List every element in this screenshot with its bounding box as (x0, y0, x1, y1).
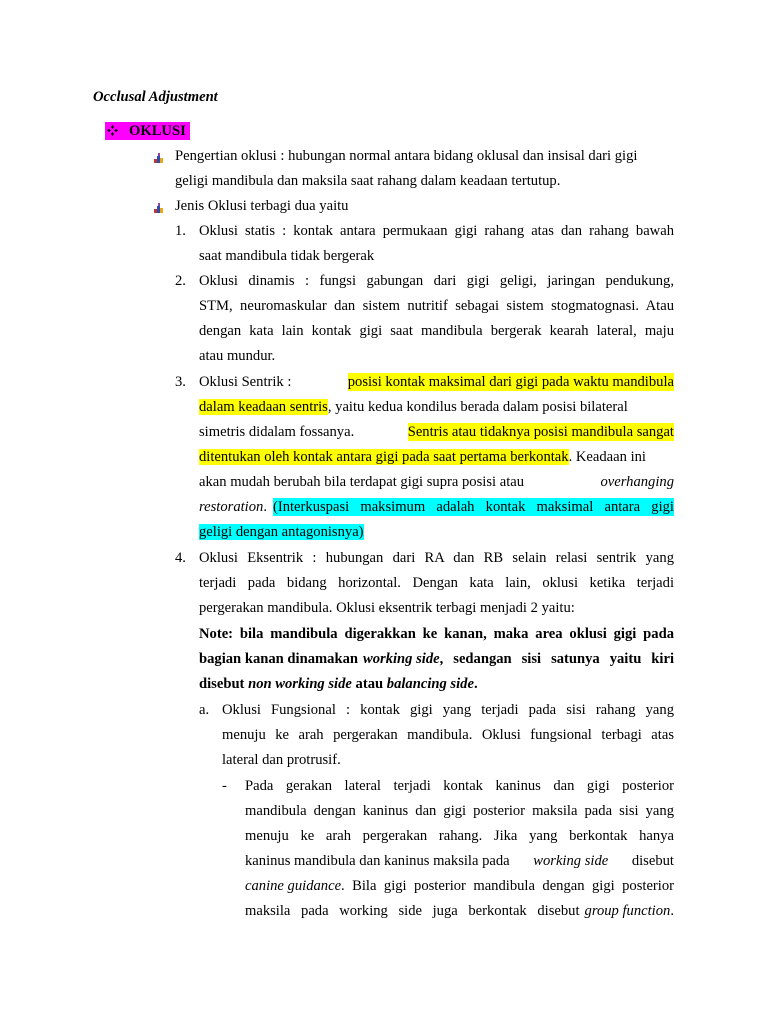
dash-line-2: mandibula dengan kaninus dan gigi posterior maksila pada sisi yang (245, 803, 674, 819)
list-number-1: 1. (175, 223, 186, 239)
sub-list-marker-a: a. (199, 702, 210, 718)
item-3-line-2: dalam keadaan sentris, yaitu kedua kondilus berada dalam posisi bilateral (199, 399, 628, 415)
list-number-4: 4. (175, 550, 186, 566)
dash-line-1: Pada gerakan lateral terjadi kontak kaninus dan gigi posterior (245, 778, 674, 794)
colored-bullet-icon (153, 152, 165, 164)
colored-bullet-icon (153, 202, 165, 214)
item-3-line-6: restoration . (Interkuspasi maksimum adalah kontak maksimal antara gigi (199, 499, 674, 515)
dash-line-6: maksila pada working side juga berkontak disebut group function . (245, 903, 674, 919)
item-1-line-1: Oklusi statis : kontak antara permukaan gigi rahang atas dan rahang bawah (199, 223, 674, 239)
item-2-line-3: dengan kata lain kontak gigi saat mandibula bergerak kearah lateral, maju (199, 323, 674, 339)
item-4-line-2: terjadi pada bidang horizontal. Dengan kata lain, oklusi ketika terjadi (199, 575, 674, 591)
diamond-four-icon (107, 122, 121, 140)
item-2-line-1: Oklusi dinamis : fungsi gabungan dari gigi geligi, jaringan pendukung, (199, 273, 674, 289)
item-3-line-5: akan mudah berubah bila terdapat gigi supra posisi atau overhanging (199, 474, 674, 490)
dash-line-4: kaninus mandibula dan kaninus maksila pada working side disebut (245, 853, 674, 869)
document-title: Occlusal Adjustment (93, 89, 218, 105)
types-intro: Jenis Oklusi terbagi dua yaitu (175, 198, 349, 214)
definition-line-1: Pengertian oklusi : hubungan normal antara bidang oklusal dan insisal dari gigi (175, 148, 638, 164)
note-line-2: bagian kanan dinamakan working side , sedangan sisi satunya yaitu kiri (199, 651, 674, 667)
definition-line-2: geligi mandibula dan maksila saat rahang dalam keadaan tertutup. (175, 173, 561, 189)
sub-a-line-1: Oklusi Fungsional : kontak gigi yang terjadi pada sisi rahang yang (222, 702, 674, 718)
item-3-line-1: Oklusi Sentrik : posisi kontak maksimal dari gigi pada waktu mandibula (199, 374, 674, 390)
item-4-line-3: pergerakan mandibula. Oklusi eksentrik terbagi menjadi 2 yaitu: (199, 600, 575, 616)
item-4-line-1: Oklusi Eksentrik : hubungan dari RA dan RB selain relasi sentrik yang (199, 550, 674, 566)
list-number-3: 3. (175, 374, 186, 390)
list-number-2: 2. (175, 273, 186, 289)
note-line-1: Note: bila mandibula digerakkan ke kanan, maka area oklusi gigi pada (199, 626, 674, 642)
item-1-line-2: saat mandibula tidak bergerak (199, 248, 375, 264)
item-3-line-4: ditentukan oleh kontak antara gigi pada saat pertama berkontak. Keadaan ini (199, 449, 646, 465)
item-3-line-7: geligi dengan antagonisnya) (199, 524, 364, 540)
dash-line-3: menuju ke arah pergerakan rahang. Jika yang berkontak hanya (245, 828, 674, 844)
item-2-line-2: STM, neuromaskular dan sistem nutritif sebagai sistem stogmatognasi. Atau (199, 298, 674, 314)
item-3-line-3: simetris didalam fossanya. Sentris atau tidaknya posisi mandibula sangat (199, 424, 674, 440)
item-2-line-4: atau mundur. (199, 348, 276, 364)
sub-a-line-2: menuju ke arah pergerakan mandibula. Oklusi fungsional terbagi atas (222, 727, 674, 743)
dash-line-5: canine guidance . Bila gigi posterior mandibula dengan gigi posterior (245, 878, 674, 894)
section-heading: OKLUSI (105, 122, 190, 140)
note-line-3: disebut non working side atau balancing side. (199, 676, 478, 692)
dash-marker: - (222, 778, 227, 794)
sub-a-line-3: lateral dan protrusif. (222, 752, 341, 768)
